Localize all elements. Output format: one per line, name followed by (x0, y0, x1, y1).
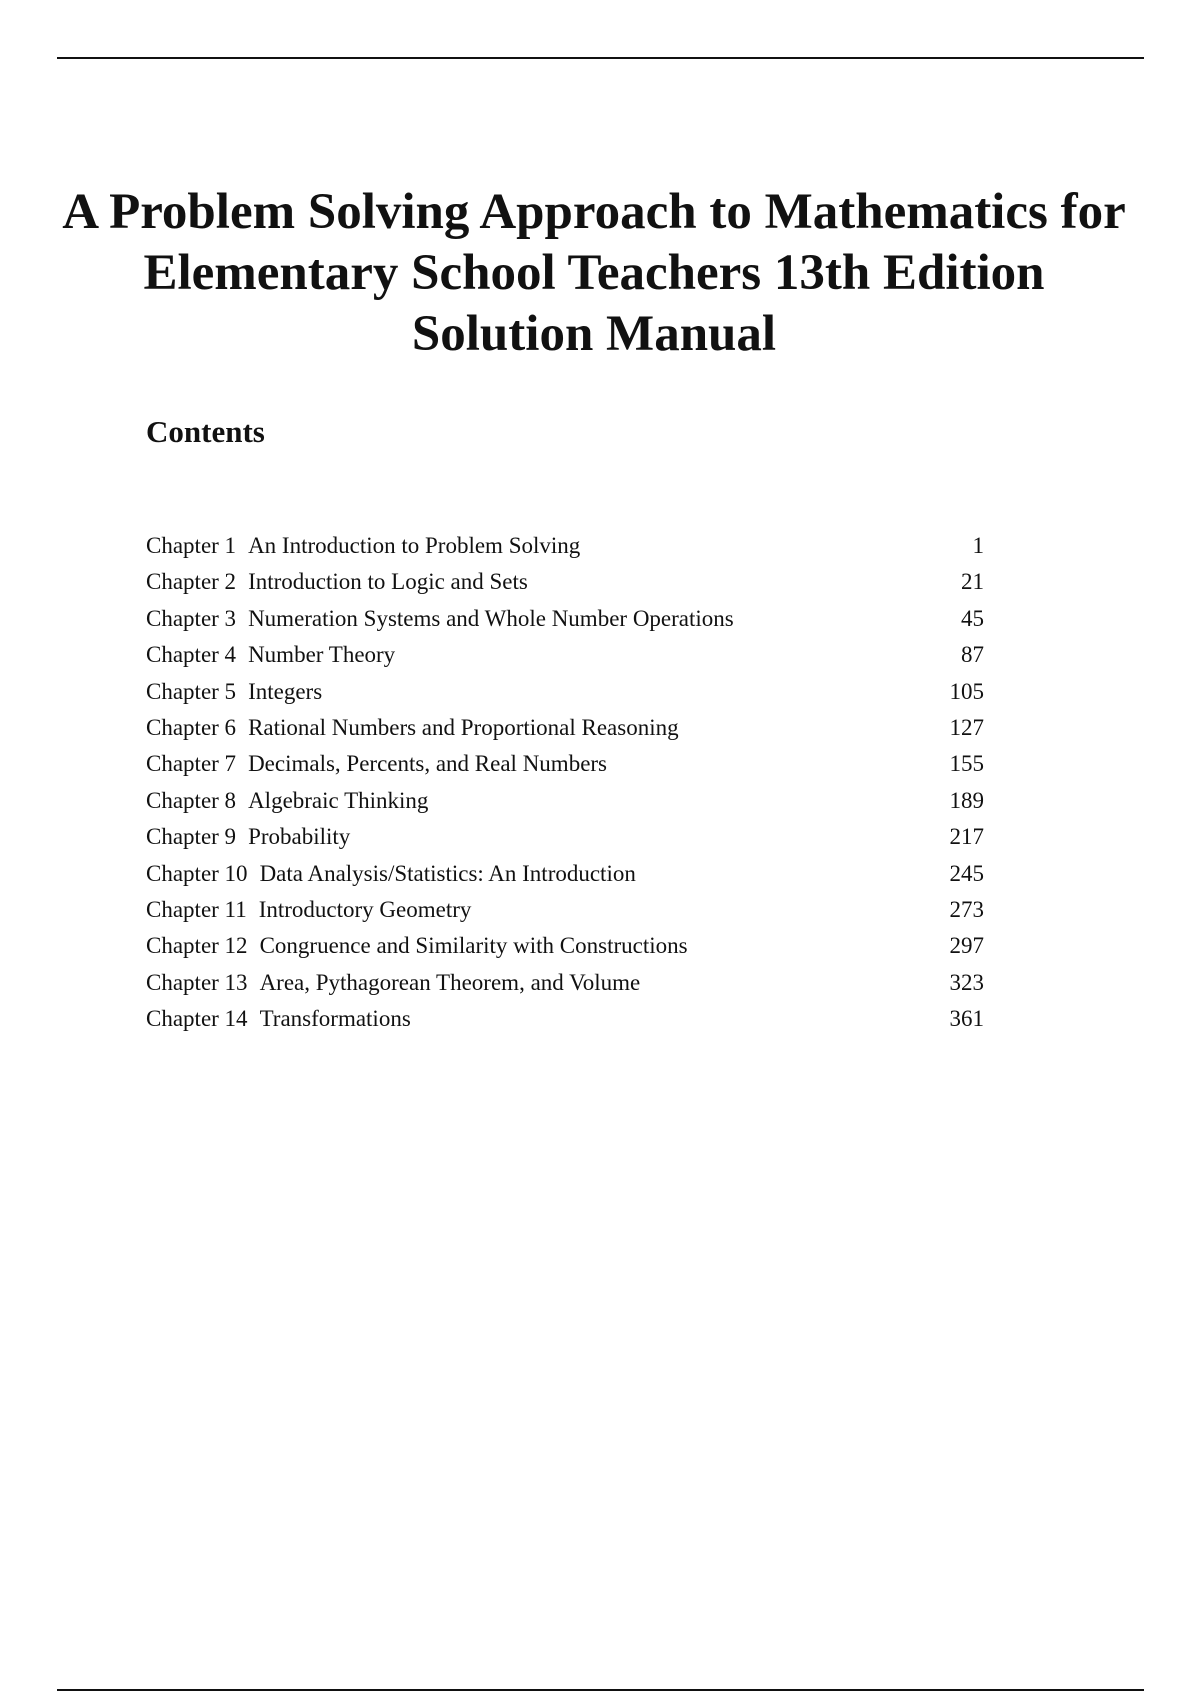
toc-page-number: 189 (949, 787, 984, 813)
toc-page-number: 297 (949, 933, 984, 959)
toc-chapter-title: Probability (248, 824, 351, 850)
toc-entry (146, 637, 984, 673)
toc-chapter-number: Chapter 5 (146, 678, 237, 704)
toc-chapter-title: Decimals, Percents, and Real Numbers (248, 751, 608, 777)
toc-chapter-number: Chapter 9 (146, 824, 237, 850)
title-line-3: Solution Manual (411, 306, 777, 362)
toc-chapter-title: Integers (248, 678, 323, 704)
toc-page-number: 273 (949, 896, 984, 922)
toc-chapter-title: Area, Pythagorean Theorem, and Volume (259, 969, 641, 995)
toc-page-number: 155 (949, 751, 984, 777)
title-line-1: A Problem Solving Approach to Mathematics for (62, 184, 1126, 240)
toc-entry (146, 783, 984, 819)
contents-heading: Contents (146, 414, 265, 449)
toc-page-number: 1 (972, 533, 984, 558)
toc-entry (146, 601, 984, 637)
toc-entry (146, 1001, 984, 1037)
toc-page-number: 245 (949, 860, 984, 886)
toc-chapter-title: Rational Numbers and Proportional Reasoning (248, 714, 679, 740)
toc-chapter-number: Chapter 3 (146, 605, 237, 631)
toc-page-number: 87 (961, 642, 984, 668)
toc-chapter-title: Introduction to Logic and Sets (248, 569, 528, 595)
toc-chapter-title: Numeration Systems and Whole Number Operations (248, 605, 734, 631)
toc-chapter-number: Chapter 11 (146, 896, 247, 922)
toc-chapter-title: Introductory Geometry (258, 896, 472, 922)
toc-chapter-title: Data Analysis/Statistics: An Introduction (259, 860, 636, 886)
toc-chapter-title: Number Theory (248, 642, 396, 668)
toc-chapter-number: Chapter 1 (146, 533, 237, 558)
toc-chapter-number: Chapter 12 (146, 933, 248, 959)
toc-page-number: 217 (949, 824, 984, 850)
toc-entry (146, 746, 984, 782)
toc-chapter-number: Chapter 10 (146, 860, 248, 886)
toc-entry (146, 710, 984, 746)
toc-page-number: 127 (949, 714, 984, 740)
table-of-contents (146, 528, 984, 1037)
toc-chapter-number: Chapter 2 (146, 569, 237, 595)
toc-chapter-number: Chapter 13 (146, 969, 248, 995)
toc-page-number: 21 (961, 569, 984, 595)
toc-page-number: 45 (961, 605, 984, 631)
toc-chapter-title: Algebraic Thinking (248, 787, 429, 813)
toc-entry (146, 674, 984, 710)
toc-entry (146, 928, 984, 964)
title-line-2: Elementary School Teachers 13th Edition (143, 245, 1045, 301)
toc-chapter-number: Chapter 14 (146, 1006, 248, 1032)
toc-page-number: 323 (949, 969, 984, 995)
toc-chapter-number: Chapter 6 (146, 714, 237, 740)
toc-entry (146, 892, 984, 928)
toc-chapter-title: Transformations (259, 1006, 411, 1032)
document-title (0, 182, 1188, 365)
toc-chapter-number: Chapter 7 (146, 751, 237, 777)
toc-page-number: 105 (949, 678, 984, 704)
bottom-rule (57, 1689, 1144, 1691)
toc-entry (146, 965, 984, 1001)
top-rule (57, 57, 1144, 59)
toc-entry (146, 819, 984, 855)
toc-entry (146, 528, 984, 564)
toc-chapter-title: An Introduction to Problem Solving (248, 533, 581, 558)
toc-chapter-number: Chapter 8 (146, 787, 237, 813)
toc-entry (146, 856, 984, 892)
toc-entry (146, 564, 984, 600)
toc-chapter-number: Chapter 4 (146, 642, 237, 668)
toc-page-number: 361 (949, 1006, 984, 1032)
toc-chapter-title: Congruence and Similarity with Constructions (259, 933, 688, 959)
